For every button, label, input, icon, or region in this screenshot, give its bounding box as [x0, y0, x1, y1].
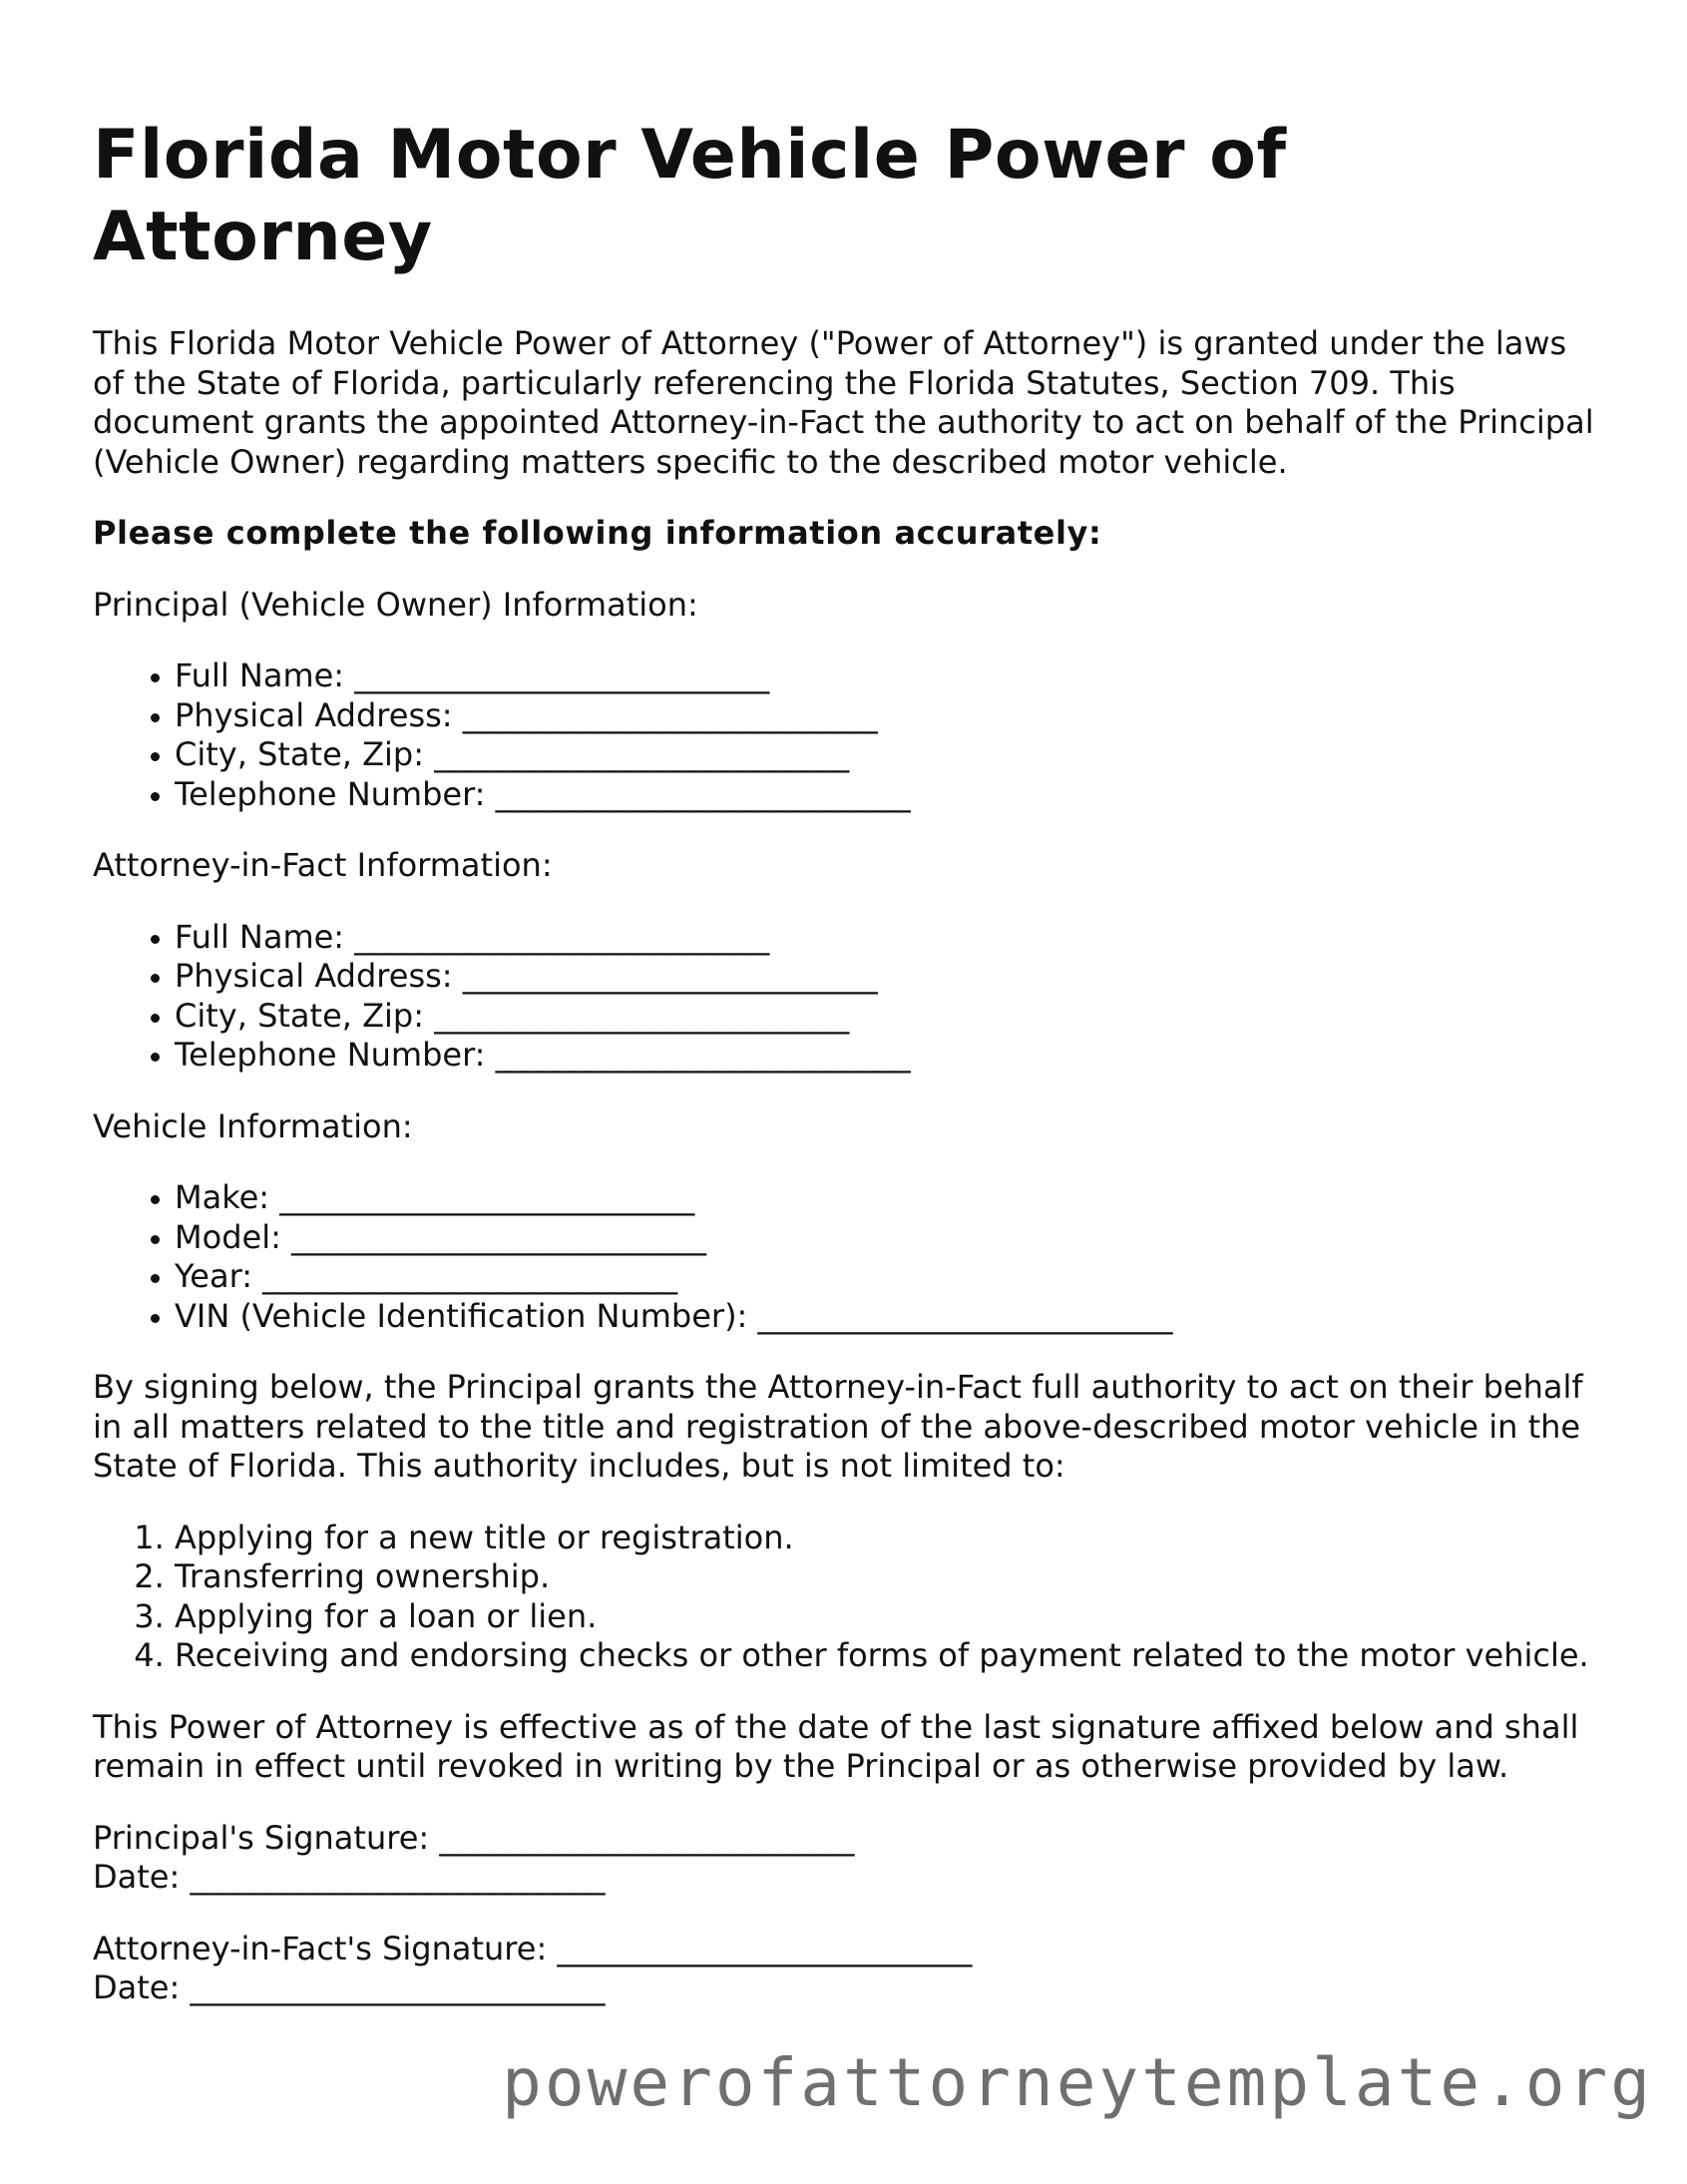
blank-line: __________________________: [495, 1036, 911, 1074]
blank-line: __________________________: [354, 917, 770, 956]
vehicle-vin-field[interactable]: • VIN (Vehicle Identification Number): __________________________: [175, 1297, 1599, 1337]
blank-line: __________________________: [434, 996, 850, 1035]
attorney-heading: Attorney-in-Fact Information:: [93, 846, 553, 884]
grant-paragraph: By signing below, the Principal grants the Attorney-in-Fact full authority to act on their behalf in all matters related to the title and registration of the above-described motor vehicle in the State of Florida. This authority includes, but is not limited to:: [93, 1368, 1583, 1485]
blank-line: __________________________: [354, 656, 770, 694]
attorney-date-field[interactable]: Date: __________________________: [93, 1968, 606, 2006]
powers-list: [93, 1519, 1599, 1676]
principal-city-state-zip-field[interactable]: • City, State, Zip: __________________________: [175, 735, 1599, 775]
blank-line: __________________________: [190, 1968, 606, 2006]
attorney-signature-block: [93, 1930, 1599, 2008]
attorney-fields-list: [93, 918, 1599, 1076]
instruction-text: Please complete the following information accurately:: [93, 514, 1102, 552]
attorney-telephone-field[interactable]: • Telephone Number: __________________________: [175, 1036, 1599, 1076]
watermark: powerofattorneytemplate.org: [496, 2043, 1659, 2123]
power-item: 2. Transferring ownership.: [175, 1557, 1599, 1597]
principal-full-name-field[interactable]: • Full Name: __________________________: [175, 656, 1599, 696]
document-page: [93, 115, 1599, 2040]
blank-line: __________________________: [557, 1929, 973, 1967]
vehicle-make-field[interactable]: • Make: __________________________: [175, 1178, 1599, 1218]
principal-fields-list: [93, 656, 1599, 814]
blank-line: __________________________: [262, 1257, 678, 1295]
principal-address-field[interactable]: • Physical Address: __________________________: [175, 696, 1599, 736]
principal-telephone-field[interactable]: • Telephone Number: __________________________: [175, 775, 1599, 815]
effective-paragraph: This Power of Attorney is effective as of the date of the last signature affixed below and shall remain in effect until revoked in writing by the Principal or as otherwise provided by law.: [93, 1707, 1579, 1785]
principal-signature-field[interactable]: Principal's Signature: __________________________: [93, 1818, 855, 1857]
page-title: Florida Motor Vehicle Power of Attorney: [93, 116, 1287, 276]
attorney-signature-field[interactable]: Attorney-in-Fact's Signature: __________________________: [93, 1929, 973, 1967]
intro-paragraph: This Florida Motor Vehicle Power of Attorney ("Power of Attorney") is granted under the laws of the State of Florida, particularly referencing the Florida Statutes, Section 709. This document grants the appointed Attorney-in-Fact the authority to act on behalf of the Principal (Vehicle Owner) regarding matters specific to the described motor vehicle.: [93, 324, 1594, 481]
principal-heading: Principal (Vehicle Owner) Information:: [93, 585, 698, 624]
principal-date-field[interactable]: Date: __________________________: [93, 1858, 606, 1896]
vehicle-year-field[interactable]: • Year: __________________________: [175, 1257, 1599, 1297]
vehicle-fields-list: [93, 1178, 1599, 1336]
power-item: 4. Receiving and endorsing checks or other forms of payment related to the motor vehicle.: [175, 1636, 1599, 1676]
attorney-address-field[interactable]: • Physical Address: __________________________: [175, 957, 1599, 997]
blank-line: __________________________: [291, 1217, 707, 1256]
attorney-full-name-field[interactable]: • Full Name: __________________________: [175, 918, 1599, 958]
blank-line: __________________________: [462, 957, 878, 995]
power-item: 3. Applying for a loan or lien.: [175, 1597, 1599, 1637]
principal-signature-block: [93, 1819, 1599, 1898]
blank-line: __________________________: [434, 735, 850, 773]
blank-line: __________________________: [439, 1818, 855, 1857]
vehicle-model-field[interactable]: • Model: __________________________: [175, 1218, 1599, 1258]
power-item: 1. Applying for a new title or registration.: [175, 1519, 1599, 1558]
blank-line: __________________________: [495, 774, 911, 813]
vehicle-heading: Vehicle Information:: [93, 1106, 413, 1145]
blank-line: __________________________: [462, 695, 878, 734]
attorney-city-state-zip-field[interactable]: • City, State, Zip: __________________________: [175, 997, 1599, 1037]
blank-line: __________________________: [190, 1858, 606, 1896]
blank-line: __________________________: [757, 1296, 1173, 1335]
blank-line: __________________________: [279, 1178, 695, 1216]
